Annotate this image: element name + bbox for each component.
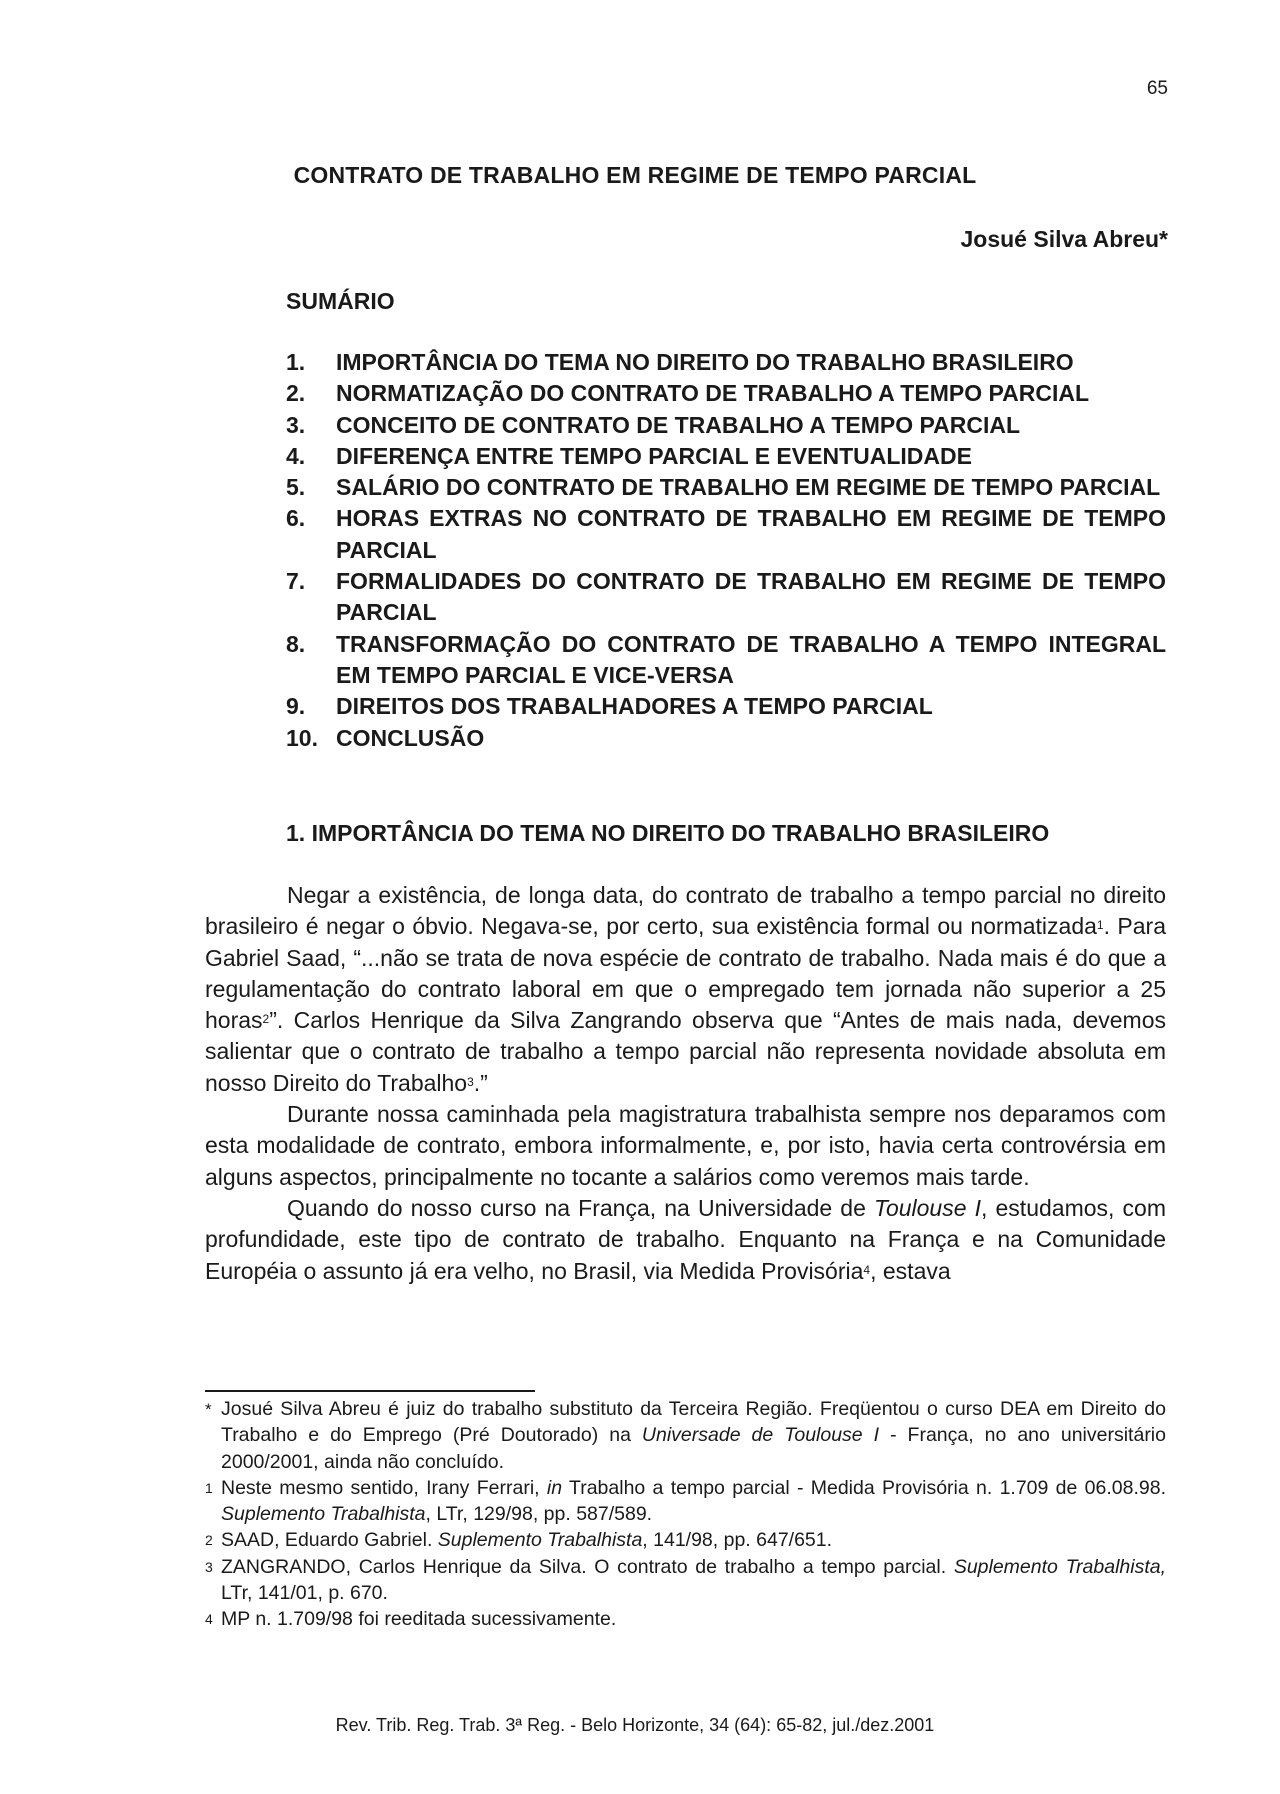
summary-item-number: 7.: [286, 568, 306, 595]
footnote-mark: 1: [205, 1479, 213, 1496]
text-run: Trabalho a tempo parcial - Medida Provisória n. 1.709 de 06.08.98.: [562, 1476, 1166, 1499]
text-run: Quando do nosso curso na França, na Universidade de: [287, 1194, 874, 1221]
italic-text: Suplemento Trabalhista,: [953, 1555, 1167, 1578]
paragraph: Durante nossa caminhada pela magistratura trabalhista sempre nos deparamos com esta modalidade de contrato, embora informalmente, e, por isto, havia certa controvérsia em alguns aspectos, principalmente no tocante a salários como veremos mais tarde.: [205, 1101, 1166, 1190]
summary-item: [286, 378, 1166, 409]
summary-item-number: 2.: [286, 380, 306, 407]
text-run: LTr, 141/01, p. 670.: [221, 1582, 388, 1605]
footnotes: [205, 1396, 1166, 1633]
summary-heading: SUMÁRIO: [286, 288, 395, 314]
summary-item: [286, 503, 1166, 566]
summary-item-number: 4.: [286, 442, 306, 469]
text-run: MP n. 1.709/98 foi reeditada sucessivamente.: [221, 1608, 617, 1631]
footnote-divider: [205, 1390, 535, 1392]
summary-item-text: IMPORTÂNCIA DO TEMA NO DIREITO DO TRABALHO BRASILEIRO: [336, 349, 1074, 375]
summary-item-text: NORMATIZAÇÃO DO CONTRATO DE TRABALHO A TEMPO PARCIAL: [336, 380, 1089, 407]
footnote-mark: 3: [205, 1558, 213, 1575]
paragraph: [205, 880, 1166, 1099]
summary-item-text: HORAS EXTRAS NO CONTRATO DE TRABALHO EM REGIME DE TEMPO PARCIAL: [336, 505, 1166, 563]
summary-item: [286, 410, 1166, 441]
summary-item: [286, 566, 1166, 629]
summary-item: [286, 691, 1166, 722]
paragraph: [205, 1193, 1166, 1287]
italic-text: Suplemento Trabalhista: [221, 1503, 426, 1526]
footnote-2: [205, 1527, 1166, 1553]
summary-item-number: 3.: [286, 411, 306, 438]
footnote-1: [205, 1475, 1166, 1528]
italic-text: Universade de Toulouse I: [641, 1424, 880, 1447]
text-run: , estava: [870, 1257, 951, 1284]
summary-item-number: 6.: [286, 505, 306, 532]
text-run: , 141/98, pp. 647/651.: [642, 1529, 833, 1552]
section-heading: 1. IMPORTÂNCIA DO TEMA NO DIREITO DO TRABALHO BRASILEIRO: [286, 820, 1050, 846]
text-run: ZANGRANDO, Carlos Henrique da Silva. O contrato de trabalho a tempo parcial.: [221, 1555, 954, 1578]
footnote-4: [205, 1606, 1166, 1632]
author-name: Josué Silva Abreu*: [960, 226, 1168, 252]
article-title: CONTRATO DE TRABALHO EM REGIME DE TEMPO PARCIAL: [293, 162, 977, 188]
summary-item-number: 5.: [286, 474, 306, 501]
summary-item-text: CONCLUSÃO: [336, 724, 485, 751]
journal-reference: Rev. Trib. Reg. Trab. 3ª Reg. - Belo Horizonte, 34 (64): 65-82, jul./dez.2001: [335, 1715, 935, 1735]
summary-item-text: SALÁRIO DO CONTRATO DE TRABALHO EM REGIME DE TEMPO PARCIAL: [336, 474, 1161, 501]
summary-item: [286, 441, 1166, 472]
summary-item-text: TRANSFORMAÇÃO DO CONTRATO DE TRABALHO A TEMPO INTEGRAL EM TEMPO PARCIAL E VICE-VERSA: [336, 630, 1166, 688]
footnote-ref: 1: [1096, 918, 1104, 933]
footnote-3: [205, 1554, 1166, 1607]
italic-text: Toulouse I: [874, 1194, 982, 1221]
summary-list: [286, 347, 1166, 754]
text-run: , LTr, 129/98, pp. 587/589.: [425, 1503, 653, 1526]
summary-item-text: CONCEITO DE CONTRATO DE TRABALHO A TEMPO PARCIAL: [336, 411, 1021, 438]
body-text: [205, 880, 1166, 1287]
footnote-author: [205, 1396, 1166, 1475]
text-run: .”: [473, 1069, 488, 1096]
footnote-mark: 2: [205, 1532, 213, 1549]
italic-text: Suplemento Trabalhista: [437, 1529, 643, 1552]
summary-item-number: 1.: [286, 349, 306, 375]
text-run: Neste mesmo sentido, Irany Ferrari,: [221, 1476, 547, 1499]
footnote-ref: 3: [467, 1074, 474, 1089]
text-run: - França, no ano universitário 2000/2001, ainda não concluído.: [221, 1424, 1166, 1473]
italic-text: in: [546, 1476, 563, 1499]
summary-item: [286, 629, 1166, 692]
summary-item: [286, 347, 1166, 378]
summary-item-number: 10.: [286, 724, 318, 751]
summary-item-text: DIREITOS DOS TRABALHADORES A TEMPO PARCIAL: [336, 693, 933, 720]
footnote-mark: *: [205, 1400, 212, 1419]
summary-item-text: DIFERENÇA ENTRE TEMPO PARCIAL E EVENTUALIDADE: [336, 442, 972, 469]
text-run: Josué Silva Abreu é juiz do trabalho substituto da Terceira Região. Freqüentou o curso DEA em Direito do Trabalho e do Emprego (Pré Doutorado) na: [221, 1398, 1166, 1447]
page-number: 65: [1146, 78, 1168, 99]
summary-item-text: FORMALIDADES DO CONTRATO DE TRABALHO EM REGIME DE TEMPO PARCIAL: [336, 568, 1166, 626]
text-run: Negar a existência, de longa data, do contrato de trabalho a tempo parcial no direito brasileiro é negar o óbvio. Negava-se, por certo, sua existência formal ou normatizada: [205, 882, 1166, 940]
summary-item: [286, 472, 1166, 503]
text-run: SAAD, Eduardo Gabriel.: [221, 1529, 438, 1552]
footnote-ref: 4: [863, 1262, 871, 1277]
summary-item-number: 8.: [286, 630, 306, 657]
footnote-ref: 2: [262, 1012, 270, 1027]
footnote-mark: 4: [205, 1611, 213, 1628]
text-run: . Para Gabriel Saad, “...não se trata de nova espécie de contrato de trabalho. Nada mais é do que a regulamentação do contrato laboral em que o empregado tem jornada não superior a 25 horas: [205, 913, 1166, 1034]
summary-item-number: 9.: [286, 693, 306, 720]
summary-item: [286, 723, 1166, 754]
text-run: , estudamos, com profundidade, este tipo de contrato de trabalho. Enquanto na França e na Comunidade Européia o assunto já era velho, no Brasil, via Medida Provisória: [205, 1194, 1166, 1284]
text-run: ”. Carlos Henrique da Silva Zangrando observa que “Antes de mais nada, devemos salientar que o contrato de trabalho a tempo parcial não representa novidade absoluta em nosso Direito do Trabalho: [205, 1007, 1166, 1096]
